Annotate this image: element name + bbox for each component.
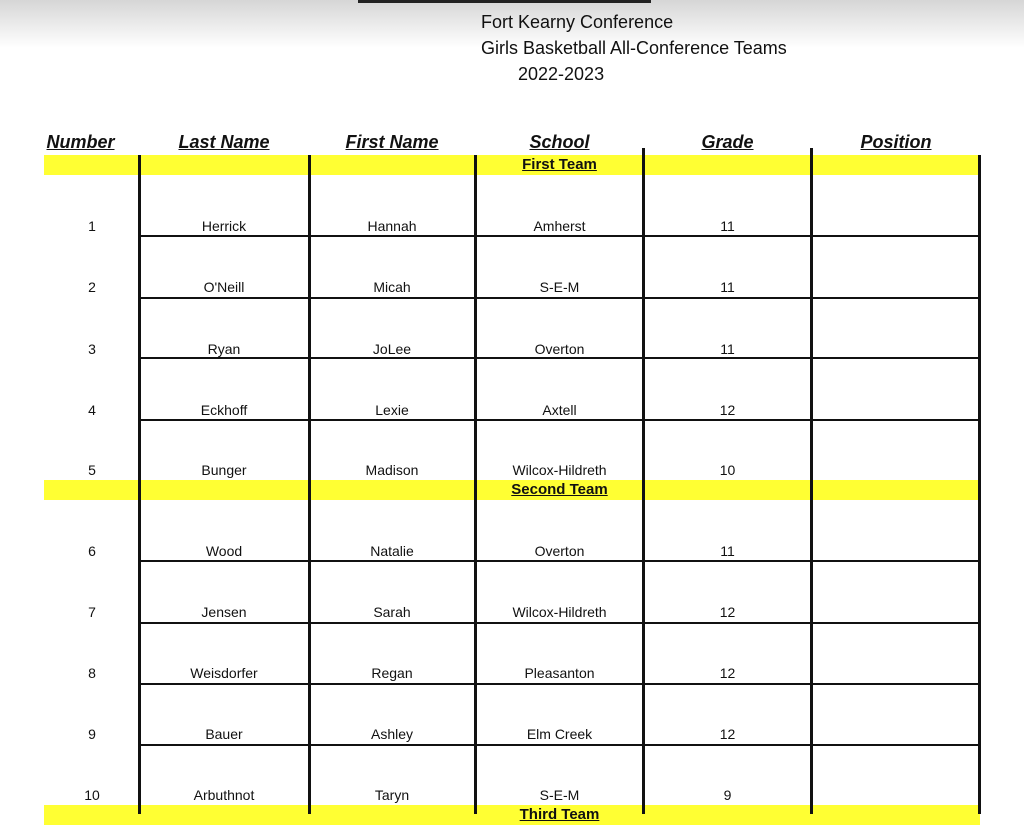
cell-last-name: Herrick <box>201 218 247 234</box>
first-team-label: First Team <box>522 156 597 173</box>
grid-line-horizontal <box>140 744 980 746</box>
cell-first-name: Regan <box>371 665 413 681</box>
cell-first-name: Micah <box>373 279 411 295</box>
header-position: Position <box>860 132 932 152</box>
cell-position <box>812 724 979 744</box>
grid-line-vertical <box>474 155 477 814</box>
cell-last-name: O'Neill <box>203 279 245 295</box>
grid-line-vertical <box>138 155 141 814</box>
cell-grade: 12 <box>719 726 736 742</box>
grid-line-vertical <box>810 148 813 814</box>
cell-grade: 11 <box>720 341 735 357</box>
cell-last-name: Bunger <box>201 462 247 478</box>
cell-first-name: Taryn <box>374 787 410 803</box>
cell-position <box>812 602 979 622</box>
cell-last-name: Arbuthnot <box>193 787 255 803</box>
grid-line-vertical <box>978 155 981 814</box>
cell-school: Overton <box>534 341 585 357</box>
cell-number: 8 <box>88 665 96 681</box>
cell-position <box>812 460 979 480</box>
table-row <box>0 602 1024 622</box>
table-row <box>0 724 1024 744</box>
cell-number: 5 <box>88 462 96 478</box>
cell-last-name: Bauer <box>205 726 243 742</box>
grid-line-horizontal <box>140 622 980 624</box>
cell-position <box>812 400 979 420</box>
grid-line-vertical <box>308 155 311 814</box>
cell-number: 3 <box>88 341 96 357</box>
cell-position <box>812 277 979 297</box>
cell-school: Wilcox-Hildreth <box>512 604 607 620</box>
cell-school: Elm Creek <box>526 726 593 742</box>
cell-grade: 11 <box>720 543 735 559</box>
cell-number: 2 <box>88 279 96 295</box>
table-row <box>0 400 1024 420</box>
cell-number: 7 <box>88 604 96 620</box>
table-row <box>0 541 1024 561</box>
table-row <box>0 460 1024 480</box>
cell-number: 1 <box>88 218 96 234</box>
cell-grade: 11 <box>720 218 735 234</box>
cell-school: Axtell <box>542 402 577 418</box>
header-grade: Grade <box>701 132 754 152</box>
cell-first-name: JoLee <box>372 341 412 357</box>
cell-grade: 12 <box>719 402 736 418</box>
cell-school: Overton <box>534 543 585 559</box>
table-row <box>0 277 1024 297</box>
conference-title: Fort Kearny Conference <box>481 12 674 32</box>
table-row <box>0 663 1024 683</box>
cell-position <box>812 785 979 805</box>
cell-grade: 11 <box>720 279 735 295</box>
second-team-label: Second Team <box>511 481 608 498</box>
cell-position <box>812 339 979 359</box>
cell-school: S-E-M <box>539 279 580 295</box>
cell-first-name: Sarah <box>373 604 411 620</box>
cell-school: S-E-M <box>539 787 580 803</box>
cell-last-name: Ryan <box>207 341 241 357</box>
cell-number: 10 <box>84 787 100 803</box>
third-team-label: Third Team <box>519 806 600 823</box>
header-last-name: Last Name <box>178 132 270 152</box>
header-school: School <box>529 132 590 152</box>
cell-school: Amherst <box>533 218 586 234</box>
cell-last-name: Wood <box>205 543 243 559</box>
cell-position <box>812 663 979 683</box>
cell-number: 6 <box>88 543 96 559</box>
table-row <box>0 216 1024 236</box>
cell-grade: 9 <box>723 787 732 803</box>
cell-grade: 12 <box>719 604 736 620</box>
cell-first-name: Natalie <box>370 543 414 559</box>
cell-position <box>812 541 979 561</box>
table-row <box>0 339 1024 359</box>
grid-line-vertical <box>642 148 645 814</box>
grid-line-horizontal <box>140 297 980 299</box>
cell-first-name: Madison <box>365 462 419 478</box>
table-row <box>0 785 1024 805</box>
header-number: Number <box>46 132 115 152</box>
cell-position <box>812 216 979 236</box>
cell-last-name: Jensen <box>201 604 247 620</box>
cell-first-name: Lexie <box>375 402 409 418</box>
cell-first-name: Hannah <box>367 218 417 234</box>
cell-last-name: Eckhoff <box>200 402 248 418</box>
cell-school: Pleasanton <box>524 665 595 681</box>
cell-grade: 12 <box>719 665 736 681</box>
season-year: 2022-2023 <box>518 64 605 84</box>
cell-number: 4 <box>88 402 96 418</box>
cell-grade: 10 <box>719 462 736 478</box>
document-title: Girls Basketball All-Conference Teams <box>481 38 787 58</box>
cell-last-name: Weisdorfer <box>190 665 258 681</box>
cell-school: Wilcox-Hildreth <box>512 462 607 478</box>
page-top-rule <box>358 0 651 3</box>
cell-number: 9 <box>88 726 96 742</box>
grid-line-horizontal <box>140 683 980 685</box>
header-first-name: First Name <box>345 132 439 152</box>
cell-first-name: Ashley <box>370 726 414 742</box>
